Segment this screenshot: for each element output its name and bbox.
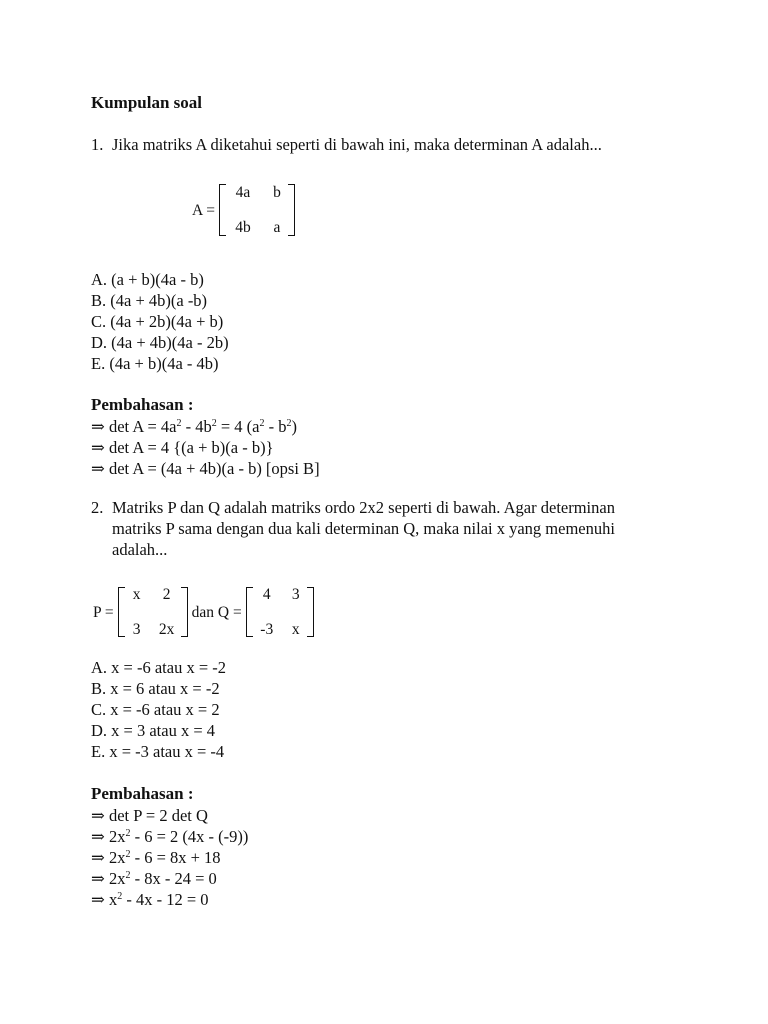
matrix-cell: a — [273, 219, 281, 236]
options-q1 — [91, 269, 229, 374]
option-a: A. (a + b)(4a - b) — [91, 270, 204, 289]
matrix-cell: b — [273, 184, 281, 201]
solution-text: ⇒ det A = (4a + 4b)(a - b) [opsi B] — [91, 459, 320, 478]
option-d: D. x = 3 atau x = 4 — [91, 721, 216, 740]
matrix-label: P = — [93, 603, 114, 621]
solution-heading: Pembahasan : — [91, 784, 194, 803]
left-bracket — [246, 587, 253, 637]
right-bracket — [288, 184, 295, 236]
option-d: D. (4a + 4b)(4a - 2b) — [91, 333, 229, 352]
solution-text: ⇒ det A = 4 {(a + b)(a - b)} — [91, 438, 274, 457]
option-c: C. (4a + 2b)(4a + b) — [91, 312, 224, 331]
solution-line — [91, 826, 248, 847]
page-title: Kumpulan soal — [91, 93, 203, 112]
solution-text: = 4 (a — [216, 417, 260, 436]
solution-heading: Pembahasan : — [91, 395, 194, 414]
matrix-cell: 4b — [235, 219, 251, 236]
solution-text: - 6 = 8x + 18 — [130, 848, 221, 867]
solution-1 — [91, 394, 320, 479]
question-text: Matriks P dan Q adalah matriks ordo 2x2 seperti di bawah. Agar determinan matriks P sama dengan dua kali determinan Q, maka nilai x yang memenuhi adalah... — [112, 498, 615, 559]
matrix-equation — [93, 584, 314, 640]
solution-text: - 4b — [181, 417, 212, 436]
superscript: 2 — [125, 849, 131, 860]
solution-text: ⇒ det A = 4a — [91, 417, 177, 436]
question-number: 1. — [91, 135, 104, 154]
option-b: B. x = 6 atau x = -2 — [91, 679, 220, 698]
matrix-cell: 2x — [158, 621, 175, 638]
question-1 — [91, 134, 691, 155]
solution-text: ⇒ x — [91, 890, 118, 909]
solution-line — [91, 437, 320, 458]
left-bracket — [219, 184, 226, 236]
matrix-connector: dan Q = — [191, 603, 242, 621]
solution-text: ) — [291, 417, 297, 436]
superscript: 2 — [117, 891, 123, 902]
superscript: 2 — [211, 418, 217, 429]
solution-line — [91, 458, 320, 479]
superscript: 2 — [176, 418, 182, 429]
left-bracket — [118, 587, 125, 637]
matrix-cell: x — [132, 586, 141, 603]
superscript: 2 — [286, 418, 292, 429]
superscript: 2 — [259, 418, 265, 429]
matrix-cell: 4a — [235, 184, 251, 201]
question-number: 2. — [91, 498, 104, 517]
solution-text: ⇒ 2x — [91, 869, 126, 888]
matrix-p-cells — [125, 584, 181, 640]
solution-line — [91, 416, 320, 437]
matrix-cell: 4 — [262, 586, 271, 603]
right-bracket — [181, 587, 188, 637]
right-bracket — [307, 587, 314, 637]
solution-text: - 4x - 12 = 0 — [122, 890, 209, 909]
solution-text: ⇒ 2x — [91, 848, 126, 867]
solution-line — [91, 889, 248, 910]
solution-line — [91, 847, 248, 868]
option-e: E. x = -3 atau x = -4 — [91, 742, 225, 761]
matrix-q-cells — [253, 584, 307, 640]
superscript: 2 — [125, 870, 131, 881]
question-text: Jika matriks A diketahui seperti di bawah ini, maka determinan A adalah... — [112, 135, 602, 154]
matrix-cell: 3 — [291, 586, 300, 603]
solution-text: - b — [264, 417, 287, 436]
matrix-cell: 3 — [132, 621, 141, 638]
matrix-cell: -3 — [260, 621, 274, 638]
matrix-cell: 2 — [162, 586, 171, 603]
options-q2 — [91, 657, 226, 762]
solution-text: - 8x - 24 = 0 — [130, 869, 217, 888]
solution-text: ⇒ det P = 2 det Q — [91, 806, 208, 825]
option-a: A. x = -6 atau x = -2 — [91, 658, 226, 677]
solution-text: - 6 = 2 (4x - (-9)) — [130, 827, 249, 846]
option-c: C. x = -6 atau x = 2 — [91, 700, 220, 719]
solution-line — [91, 805, 248, 826]
question-2 — [91, 497, 661, 560]
matrix-cell: x — [291, 621, 300, 638]
superscript: 2 — [125, 828, 131, 839]
solution-line — [91, 868, 248, 889]
option-e: E. (4a + b)(4a - 4b) — [91, 354, 219, 373]
solution-2 — [91, 783, 248, 910]
matrix-label: A = — [192, 201, 215, 219]
solution-text: ⇒ 2x — [91, 827, 126, 846]
matrix-cells — [226, 182, 288, 238]
option-b: B. (4a + 4b)(a -b) — [91, 291, 208, 310]
matrix-a — [192, 182, 295, 238]
